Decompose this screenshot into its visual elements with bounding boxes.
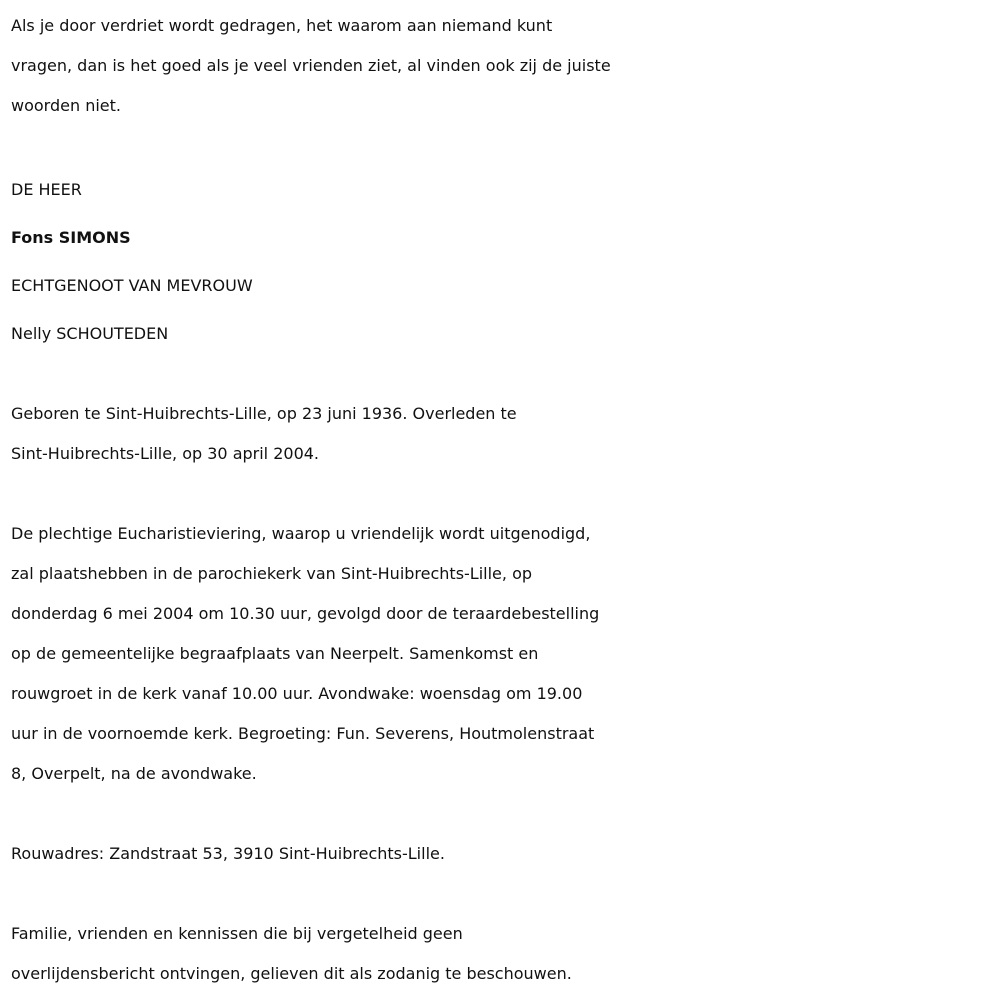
poem-line: Als je door verdriet wordt gedragen, het waarom aan niemand kunt	[11, 16, 553, 35]
paragraph-spacer	[11, 126, 996, 166]
ceremony-line: uur in de voornoemde kerk. Begroeting: Fun. Severens, Houtmolenstraat	[11, 724, 595, 743]
title-line: DE HEER	[11, 180, 82, 199]
poem-line: woorden niet.	[11, 96, 121, 115]
paragraph-spacer	[11, 474, 996, 514]
ceremony-line: 8, Overpelt, na de avondwake.	[11, 764, 257, 783]
ceremony-line: op de gemeentelijke begraafplaats van Neerpelt. Samenkomst en	[11, 644, 539, 663]
deceased-header	[11, 166, 996, 358]
closing-paragraph	[11, 914, 996, 994]
birth-death-line: Sint-Huibrechts-Lille, op 30 april 2004.	[11, 444, 320, 463]
ceremony-paragraph	[11, 514, 996, 794]
mourning-address: Rouwadres: Zandstraat 53, 3910 Sint-Huibrechts-Lille.	[11, 844, 445, 863]
address-paragraph	[11, 834, 996, 874]
ceremony-line: donderdag 6 mei 2004 om 10.30 uur, gevolgd door de teraardebestelling	[11, 604, 600, 623]
birth-death-line: Geboren te Sint-Huibrechts-Lille, op 23 juni 1936. Overleden te	[11, 404, 517, 423]
deceased-name: Fons SIMONS	[11, 228, 131, 247]
relation-line: ECHTGENOOT VAN MEVROUW	[11, 276, 253, 295]
ceremony-line: zal plaatshebben in de parochiekerk van Sint-Huibrechts-Lille, op	[11, 564, 533, 583]
ceremony-line: rouwgroet in de kerk vanaf 10.00 uur. Avondwake: woensdag om 19.00	[11, 684, 583, 703]
closing-line: overlijdensbericht ontvingen, gelieven dit als zodanig te beschouwen.	[11, 964, 572, 983]
ceremony-line: De plechtige Eucharistieviering, waarop u vriendelijk wordt uitgenodigd,	[11, 524, 591, 543]
birth-death-paragraph	[11, 394, 996, 474]
obituary-document	[11, 6, 996, 994]
spouse-name: Nelly SCHOUTEDEN	[11, 324, 169, 343]
paragraph-spacer	[11, 358, 996, 394]
poem-line: vragen, dan is het goed als je veel vrienden ziet, al vinden ook zij de juiste	[11, 56, 611, 75]
paragraph-spacer	[11, 874, 996, 914]
poem-paragraph	[11, 6, 996, 126]
paragraph-spacer	[11, 794, 996, 834]
closing-line: Familie, vrienden en kennissen die bij vergetelheid geen	[11, 924, 463, 943]
